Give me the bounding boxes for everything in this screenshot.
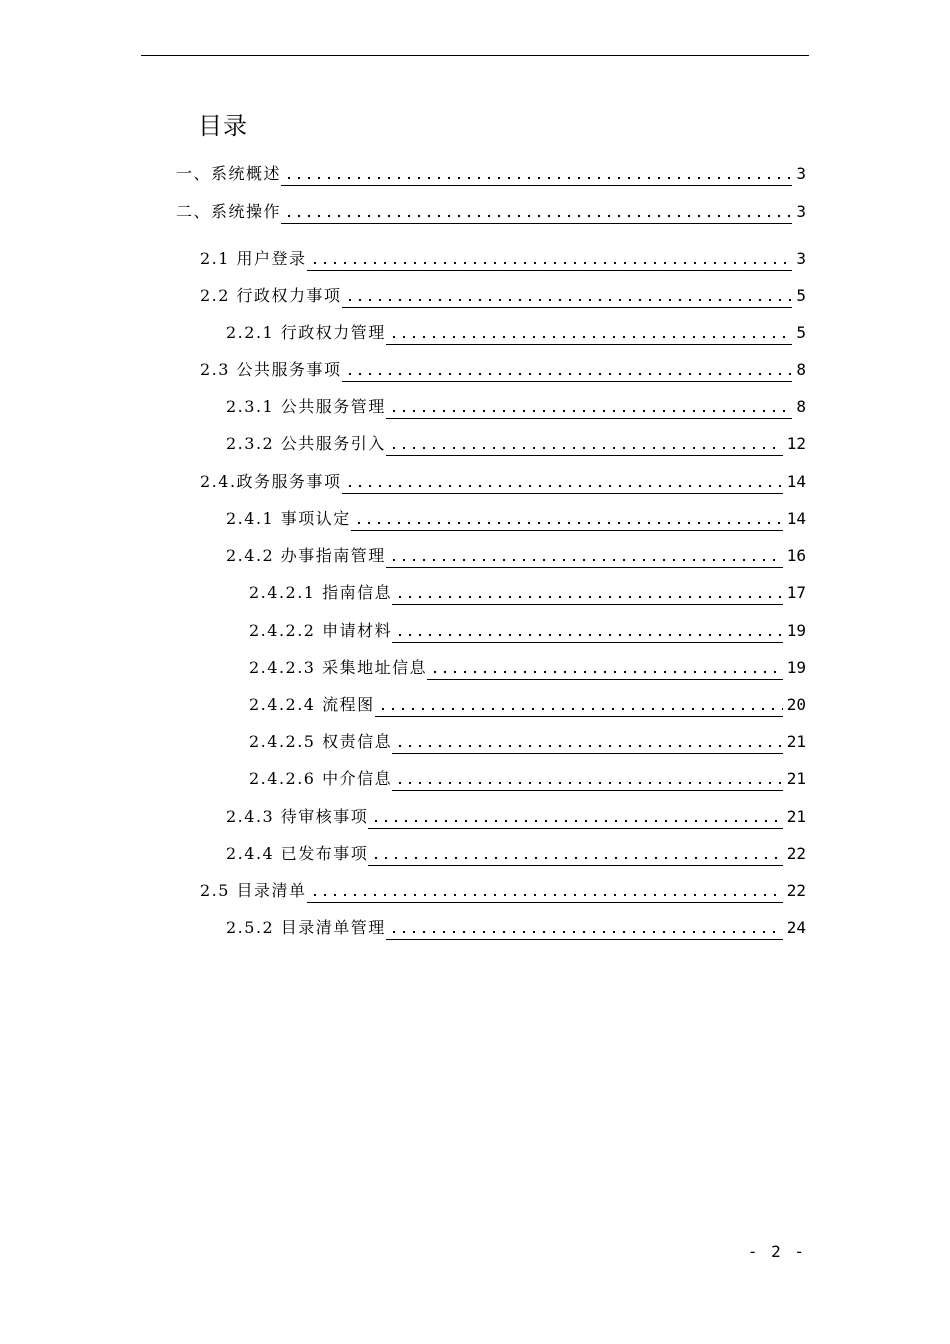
toc-entry-label: 2.4.2.3 采集地址信息 (249, 658, 428, 677)
toc-entry-page: 5 (796, 286, 806, 305)
toc-entry-page: 17 (786, 583, 806, 602)
toc-entry[interactable] (200, 282, 806, 308)
toc-leader (342, 359, 793, 382)
toc-entry[interactable] (226, 542, 806, 568)
toc-leader (351, 508, 783, 531)
toc-entry-page: 22 (786, 881, 806, 900)
toc-title: 目录 (198, 112, 248, 140)
toc-entry-page: 21 (786, 769, 806, 788)
toc-entry-label: 2.2 行政权力事项 (200, 286, 342, 305)
toc-entry-label: 2.4.2.1 指南信息 (249, 583, 393, 602)
toc-entry[interactable] (249, 617, 806, 643)
toc-entry[interactable] (176, 198, 806, 224)
toc-entry-page: 21 (786, 732, 806, 751)
toc-entry-label: 2.3 公共服务事项 (200, 360, 342, 379)
toc-leader (307, 248, 793, 271)
toc-entry-label: 2.3.2 公共服务引入 (226, 434, 386, 453)
page-number: - 2 - (747, 1242, 806, 1261)
toc-entry-page: 8 (796, 397, 806, 416)
toc-leader (368, 806, 782, 829)
toc-entry[interactable] (226, 914, 806, 940)
toc-leader (392, 768, 783, 791)
toc-entry[interactable] (226, 803, 806, 829)
toc-entry[interactable] (249, 691, 806, 717)
toc-entry-label: 2.4.4 已发布事项 (226, 844, 369, 863)
toc-leader (386, 322, 793, 345)
toc-entry[interactable] (249, 654, 806, 680)
toc-leader (386, 433, 783, 456)
toc-leader (307, 880, 783, 903)
toc-entry[interactable] (226, 319, 806, 345)
toc-leader (392, 582, 783, 605)
toc-entry-label: 2.4.3 待审核事项 (226, 807, 369, 826)
toc-entry-page: 21 (786, 807, 806, 826)
toc-entry-label: 2.4.政务服务事项 (200, 472, 342, 491)
toc-entry[interactable] (200, 877, 806, 903)
toc-entry-page: 3 (796, 202, 806, 221)
toc-entry[interactable] (226, 430, 806, 456)
toc-entry[interactable] (249, 765, 806, 791)
toc-entry-page: 3 (796, 164, 806, 183)
toc-entry-page: 19 (786, 621, 806, 640)
toc-leader (281, 163, 792, 186)
toc-leader (386, 917, 783, 940)
toc-entry-label: 二、系统操作 (176, 202, 282, 221)
toc-entry-label: 2.4.2.5 权责信息 (249, 732, 393, 751)
toc-entry[interactable] (226, 840, 806, 866)
toc-entry[interactable] (200, 356, 806, 382)
toc-leader (386, 545, 783, 568)
toc-entry-page: 8 (796, 360, 806, 379)
toc-entry[interactable] (226, 505, 806, 531)
toc-entry[interactable] (249, 728, 806, 754)
toc-entry-page: 14 (786, 509, 806, 528)
toc-entry-label: 2.4.1 事项认定 (226, 509, 351, 528)
toc-entry-label: 2.5 目录清单 (200, 881, 307, 900)
toc-entry-label: 2.4.2 办事指南管理 (226, 546, 386, 565)
toc-entry-label: 2.4.2.2 申请材料 (249, 621, 393, 640)
toc-entry-page: 12 (786, 434, 806, 453)
toc-entry-page: 5 (796, 323, 806, 342)
toc-entry-label: 2.4.2.6 中介信息 (249, 769, 393, 788)
toc-entry[interactable] (200, 468, 806, 494)
toc-entry-page: 19 (786, 658, 806, 677)
toc-entry[interactable] (249, 579, 806, 605)
toc-entry-label: 2.5.2 目录清单管理 (226, 918, 386, 937)
toc-entry-label: 2.4.2.4 流程图 (249, 695, 375, 714)
toc-leader (342, 471, 783, 494)
toc-entry-label: 一、系统概述 (176, 164, 282, 183)
toc-entry-label: 2.2.1 行政权力管理 (226, 323, 386, 342)
toc-leader (281, 201, 792, 224)
toc-leader (342, 285, 793, 308)
toc-entry-page: 24 (786, 918, 806, 937)
toc-leader (392, 731, 783, 754)
toc-entry-page: 14 (786, 472, 806, 491)
toc-entry-label: 2.1 用户登录 (200, 249, 307, 268)
toc-leader (392, 620, 783, 643)
toc-leader (427, 657, 783, 680)
toc-leader (368, 843, 782, 866)
toc-entry-page: 16 (786, 546, 806, 565)
toc-entry-page: 22 (786, 844, 806, 863)
toc-entry[interactable] (200, 245, 806, 271)
toc-leader (375, 694, 783, 717)
toc-entry[interactable] (226, 393, 806, 419)
toc-entry[interactable] (176, 160, 806, 186)
toc-entry-label: 2.3.1 公共服务管理 (226, 397, 386, 416)
toc-entry-page: 3 (796, 249, 806, 268)
toc-leader (386, 396, 793, 419)
toc-entry-page: 20 (786, 695, 806, 714)
